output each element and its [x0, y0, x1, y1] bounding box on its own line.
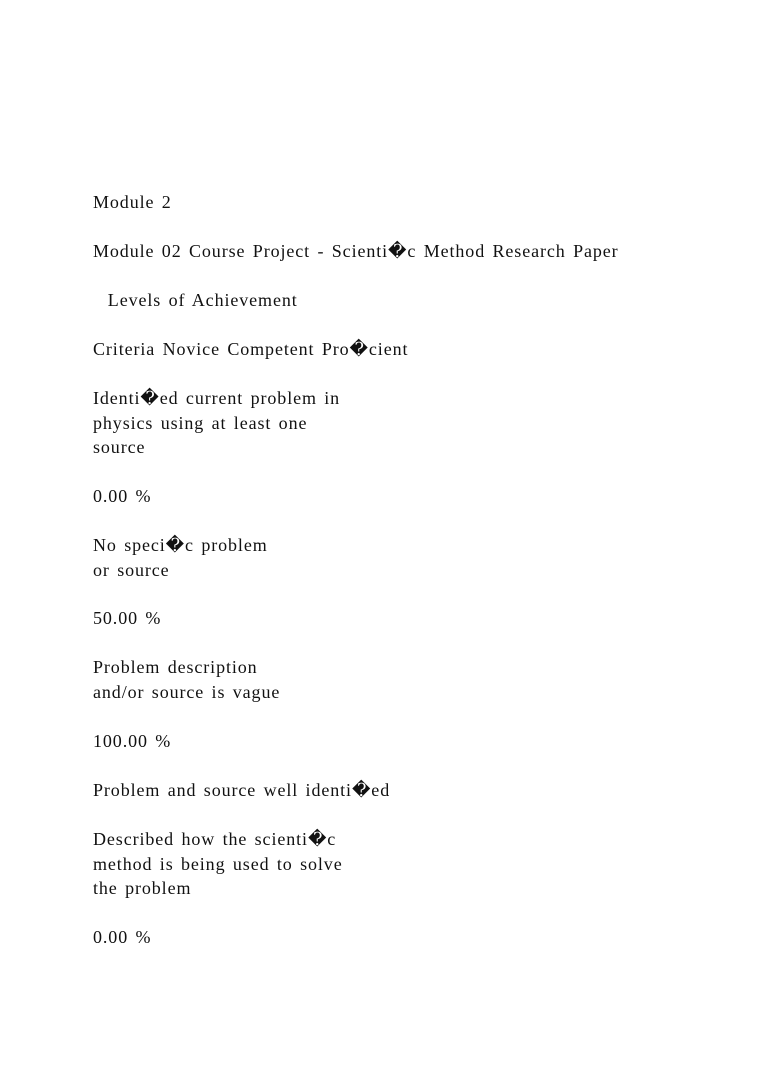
criterion-1-competent-percent: 50.00 % [93, 608, 162, 628]
criterion-1-proficient-percent: 100.00 % [93, 731, 172, 751]
criterion-2-novice-percent: 0.00 % [93, 927, 152, 947]
criterion-1-line-3: source [93, 437, 146, 457]
criterion-1-competent-line-2: and/or source is vague [93, 681, 281, 702]
criterion-2-line-3: the problem [93, 878, 192, 898]
project-title: Module 02 Course Project - Scienti�c Method Research Paper [93, 241, 619, 261]
criterion-1-proficient-line-1: Problem and source well identi�ed [93, 780, 391, 800]
criterion-1-novice-percent: 0.00 % [93, 486, 152, 506]
criterion-1-novice-line-1: No speci�c problem [93, 535, 268, 555]
criterion-2-line-1: Described how the scienti�c [93, 829, 337, 849]
criterion-1-line-1: Identi�ed current problem in [93, 388, 341, 408]
criterion-1-competent-line-1: Problem description [93, 657, 258, 677]
levels-heading: Levels of Achievement [93, 290, 298, 310]
criterion-2-line-2: method is being used to solve [93, 853, 343, 874]
criteria-header: Criteria Novice Competent Pro�cient [93, 339, 409, 359]
criterion-1-novice-line-2: or source [93, 559, 170, 580]
module-heading: Module 2 [93, 192, 172, 212]
criterion-1-line-2: physics using at least one [93, 412, 308, 433]
